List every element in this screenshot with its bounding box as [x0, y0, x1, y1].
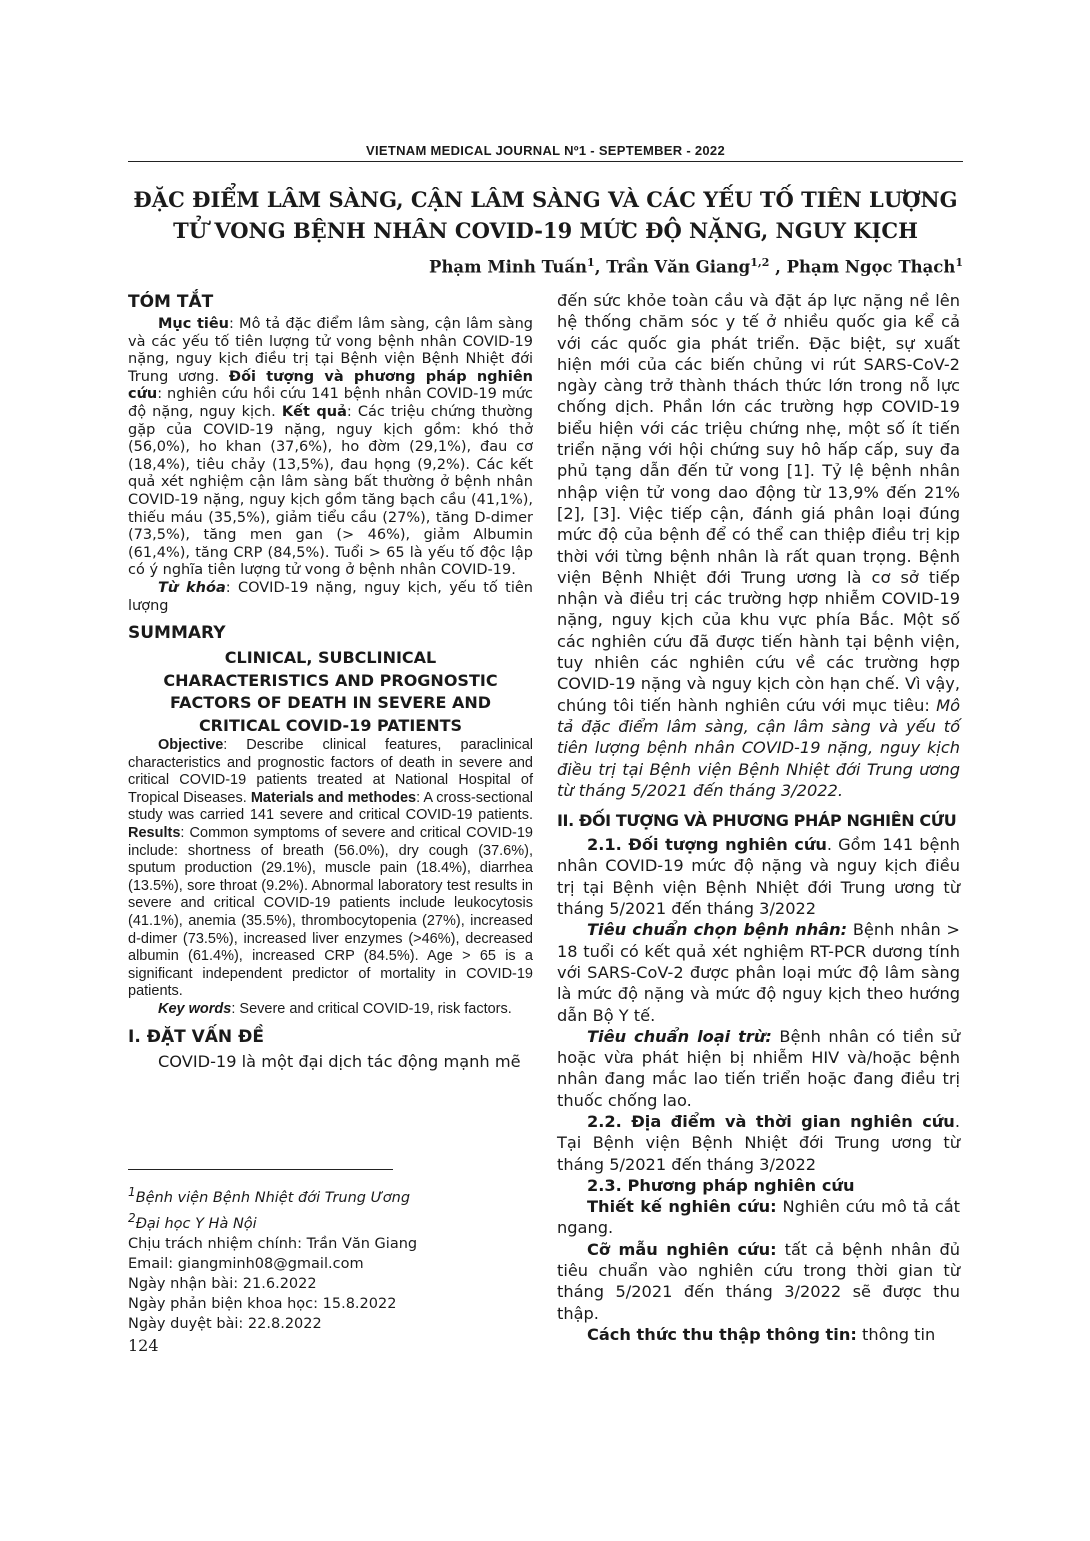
collection-paragraph: Cách thức thu thập thông tin: thông tin — [587, 1324, 936, 1344]
section1-right-paragraph: đến sức khỏe toàn cầu và đặt áp lực nặng nề lên hệ thống chăm sóc y tế ở nhiều quốc gia kể cả với các quốc gia phát triển. Đặc biệt, sự xuất hiện mới của các biến chủng vi rút SARS-CoV-2 ngày càng trở thành thách thức lớn trong nỗ lực chống dịch. Phần lớn các trường hợp COVID-19 biểu hiện với các triệu chứng nhẹ, một số ít tiến triển nặng với hội chứng suy hô hấp cấp, suy đa phủ tạng dẫn đến tử vong [1]. Tỷ lệ bệnh nhân nhập viện tử vong dao động từ 13,9% đến 21% [2], [3]. Việc tiếp cận, đánh giá phân loại đúng mức độ của bệnh để có thể can thiệp điều trị kịp thời với từng bệnh nhân là rất quan trọng. Bệnh viện Bệnh Nhiệt đới Trung ương là cơ sở tiếp nhận và điều trị các trường hợp nhiễm COVID-19 nặng, nguy kịch của khu vực phía Bắc. Một số các nghiên cứu đã được tiến hành tại bệnh viện, tuy nhiên các nghiên cứu về các trường hợp COVID-19 nặng và nguy kịch còn hạn chế. Vì vậy, chúng tôi tiến hành nghiên cứu với mục tiêu: Mô tả đặc điểm lâm sàng, cận lâm sàng và yếu tố tiên lượng bệnh nhân COVID-19 nặng, nguy kịch điều trị tại Bệnh viện Bệnh Nhiệt đới Trung ương từ tháng 5/2021 đến tháng 3/2022. — [557, 291, 960, 800]
authors: Phạm Minh Tuấn$^1$, Trần Văn Giang$^{1,2}$ , Phạm Ngọc Thạch$^1$ — [429, 256, 963, 277]
author-name: Trần Văn Giang — [606, 257, 751, 277]
footnote-rule — [128, 1169, 393, 1170]
article-title — [128, 184, 963, 246]
affiliation-2: $^2$Đại học Y Hà Nội — [128, 1210, 257, 1232]
author-name: Phạm Minh Tuấn — [429, 257, 588, 277]
ketqua-label: Kết quả — [281, 403, 347, 420]
summary-heading: SUMMARY — [128, 623, 226, 644]
study-objective: Mô tả đặc điểm lâm sàng, cận lâm sàng và yếu tố tiên lượng bệnh nhân COVID-19 nặng, nguy kịch điều trị tại Bệnh viện Bệnh Nhiệt đới Trung ương từ tháng 5/2021 đến tháng 3/2022. — [557, 695, 960, 800]
sample-label: Cỡ mẫu nghiên cứu: — [587, 1239, 777, 1259]
tomtat-heading: TÓM TẮT — [128, 292, 214, 312]
header-rule — [128, 161, 963, 162]
sample-paragraph: Cỡ mẫu nghiên cứu: tất cả bệnh nhân đủ tiêu chuẩn vào nghiên cứu trong thời gian từ tháng 5/2021 đến tháng 3/2022 sẽ được thu thập. — [557, 1239, 960, 1323]
tukhoa-label: Từ khóa — [158, 579, 226, 596]
responsible-author: Chịu trách nhiệm chính: Trần Văn Giang — [128, 1235, 418, 1252]
s22-paragraph: 2.2. Địa điểm và thời gian nghiên cứu. Tại Bệnh viện Bệnh Nhiệt đới Trung ương từ tháng 5/2021 đến tháng 3/2022 — [557, 1111, 960, 1174]
left-column — [128, 292, 533, 1072]
muctieu-label: Mục tiêu — [158, 316, 230, 332]
journal-header: VIETNAM MEDICAL JOURNAL Nº1 - SEPTEMBER - 2022 — [365, 143, 725, 158]
summary-paragraph: Objective: Describe clinical features, paraclinical characteristics and prognostic factors of death in severe and critical COVID-19 patients treated at National Hospital of Tropical Diseases. Materials and methodes: A cross-sectional study was carried 141 severe and critical COVID-19 patients. Results: Common symptoms of severe and critical COVID-19 include: shortness of breath (56.0%), dry cough (37.6%), sputum production (29.1%), muscle pain (18.4%), diarrhea (13.5%), sore throat (9.2%). Abnormal laboratory test results in severe and critical COVID-19 patients include leukocytosis (41.1%), anemia (35.5%), thrombocytopenia (27%), increased d-dimer (73.5%), increased liver enzymes (>46%), decreased albumin (61.4%), increased CRP (84.5%). Age > 65 is a significant independent predictor of mortality in COVID-19 patients. — [128, 737, 533, 1000]
section1-heading: I. ĐẶT VẤN ĐỀ — [128, 1026, 264, 1047]
author-affiliation: 1 — [955, 256, 963, 269]
review-date: Ngày phản biện khoa học: 15.8.2022 — [128, 1295, 397, 1312]
s21-paragraph: 2.1. Đối tượng nghiên cứu. Gồm 141 bệnh nhân COVID-19 mức độ nặng và nguy kịch điều trị tại Bệnh viện Bệnh Nhiệt đới Trung ương từ tháng 5/2021 đến tháng 3/2022 — [557, 835, 960, 919]
keywords-paragraph: Key words: Severe and critical COVID-19, risk factors. — [158, 1001, 512, 1017]
s23-heading: 2.3. Phương pháp nghiên cứu — [587, 1175, 855, 1195]
inclusion-label: Tiêu chuẩn chọn bệnh nhân: — [587, 920, 848, 940]
design-paragraph: Thiết kế nghiên cứu: Nghiên cứu mô tả cắt ngang. — [557, 1197, 960, 1238]
title-line-2: TỬ VONG BỆNH NHÂN COVID-19 MỨC ĐỘ NẶNG, NGUY KỊCH — [173, 218, 918, 243]
section2-heading: II. ĐỐI TƯỢNG VÀ PHƯƠNG PHÁP NGHIÊN CỨU — [557, 811, 957, 831]
contact-email: Email: giangminh08@gmail.com — [128, 1255, 364, 1272]
right-column — [557, 290, 960, 1345]
author-name: Phạm Ngọc Thạch — [786, 257, 956, 277]
objective-label: Objective — [158, 737, 224, 754]
s21-label: 2.1. Đối tượng nghiên cứu — [587, 835, 827, 855]
inclusion-paragraph: Tiêu chuẩn chọn bệnh nhân: Bệnh nhân > 18 tuổi có kết quả xét nghiệm RT-PCR dương tính với SARS-CoV-2 được phân loại mức độ lâm sàng là mức độ nặng và mức độ nguy kịch theo hướng dẫn Bộ Y tế. — [557, 920, 960, 1025]
collection-label: Cách thức thu thập thông tin: — [587, 1324, 857, 1344]
author-affiliation: 1 — [587, 256, 595, 269]
design-label: Thiết kế nghiên cứu: — [587, 1197, 777, 1217]
exclusion-paragraph: Tiêu chuẩn loại trừ: Bệnh nhân có tiền sử hoặc vừa phát hiện bị nhiễm HIV và/hoặc bệnh nhân đang mắc lao tiến triển hoặc đang điều trị thuốc chống lao. — [557, 1026, 961, 1110]
accepted-date: Ngày duyệt bài: 22.8.2022 — [128, 1315, 322, 1332]
footnotes — [128, 1182, 533, 1334]
keywords-label: Key words — [158, 1001, 232, 1017]
page-number: 124 — [128, 1336, 159, 1355]
tomtat-paragraph: Mục tiêu: Mô tả đặc điểm lâm sàng, cận lâm sàng và các yếu tố tiên lượng tử vong bệnh nhân COVID-19 nặng, nguy kịch điều trị tại Bệnh viện Bệnh Nhiệt đới Trung ương. Đối tượng và phương pháp nghiên cứu: nghiên cứu hồi cứu 141 bệnh nhân COVID-19 mức độ nặng, nguy kịch. Kết quả: Các triệu chứng thường gặp của COVID-19 nặng, nguy kịch gồm: khó thở (56,0%), ho khan (37,6%), ho đờm (29,1%), đau cơ (18,4%), tiêu chảy (13,5%), đau họng (9,2%). Các kết quả xét nghiệm cận lâm sàng bất thường ở bệnh nhân COVID-19 nặng, nguy kịch gồm tăng bạch cầu (41,1%), thiếu máu (35,5%), giảm tiểu cầu (27%), tăng D-dimer (73,5%), tăng men gan (> 46%), giảm Albumin (61,4%), tăng CRP (84,5%). Tuổi > 65 là yếu tố độc lập có ý nghĩa tiên lượng tử vong ở bệnh nhân COVID-19. — [128, 316, 534, 579]
doituong-label: Đối tượng và phương pháp nghiên cứu — [128, 368, 533, 403]
section1-left-paragraph: COVID-19 là một đại dịch tác động mạnh mẽ — [158, 1051, 521, 1071]
author-affiliation: 1,2 — [750, 256, 770, 269]
received-date: Ngày nhận bài: 21.6.2022 — [128, 1275, 317, 1292]
results-label: Results — [128, 825, 181, 842]
title-line-1: ĐẶC ĐIỂM LÂM SÀNG, CẬN LÂM SÀNG VÀ CÁC YẾU TỐ TIÊN LƯỢNG — [133, 187, 958, 212]
exclusion-label: Tiêu chuẩn loại trừ: — [587, 1026, 772, 1046]
materials-label: Materials and methodes — [250, 789, 417, 806]
summary-title: CLINICAL, SUBCLINICAL CHARACTERISTICS AND PROGNOSTIC FACTORS OF DEATH IN SEVERE AND CRITICAL COVID-19 PATIENTS — [163, 648, 498, 735]
s22-label: 2.2. Địa điểm và thời gian nghiên cứu — [587, 1111, 955, 1131]
affiliation-1: $^1$Bệnh viện Bệnh Nhiệt đới Trung Ương — [128, 1185, 411, 1206]
tukhoa-paragraph: Từ khóa: COVID-19 nặng, nguy kịch, yếu tố tiên lượng — [128, 579, 533, 614]
